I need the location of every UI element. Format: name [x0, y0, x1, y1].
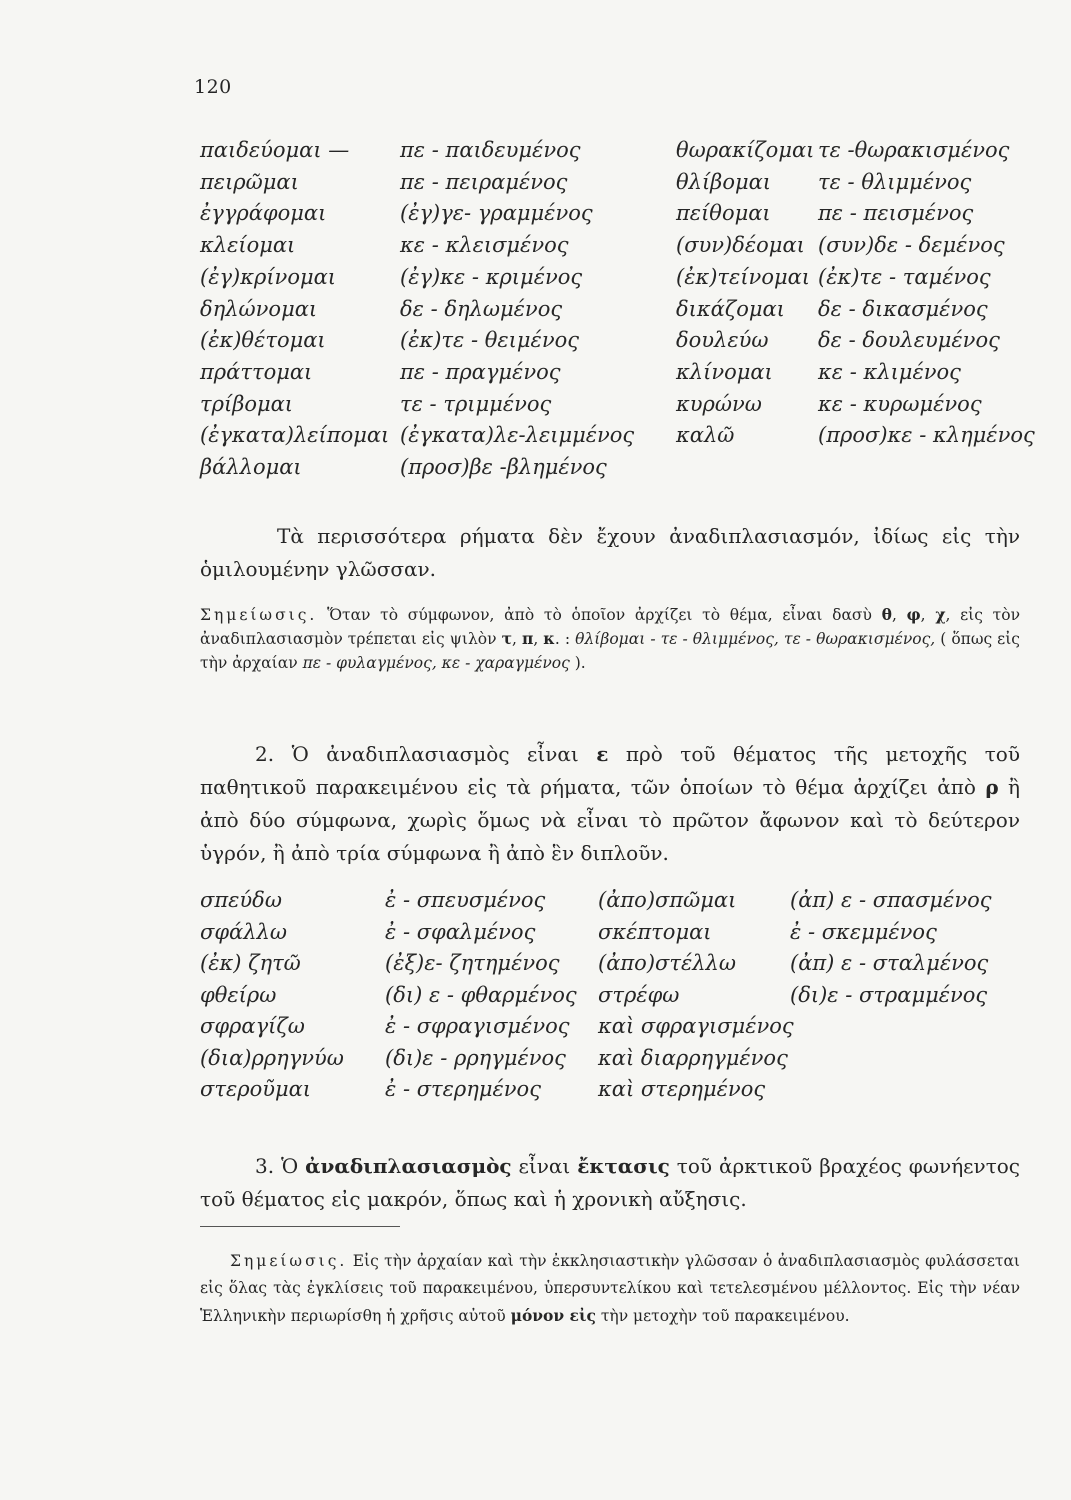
paragraph-2-text-a: Ὁ ἀναδιπλασιασμὸς εἶναι	[291, 742, 579, 766]
paragraph-2-number: 2.	[255, 742, 275, 766]
table-cell: σπεύδω	[200, 888, 282, 912]
table-cell: κυρώνω	[676, 391, 762, 416]
footnote-text-b: τὴν μετοχὴν τοῦ παρακειμένου.	[600, 1307, 850, 1325]
table-cell: καὶ διαρρηγμένος	[598, 1045, 788, 1070]
table-cell: (ἐξ)ε- ζητημένος	[385, 951, 560, 975]
footnote-label: Σημείωσις.	[230, 1252, 348, 1270]
note-1: Σημείωσις. Ὅταν τὸ σύμφωνον, ἀπὸ τὸ ὁποῖον ἀρχίζει τὸ θέμα, εἶναι δασὺ θ, φ, χ, εἰς τὸν ἀναδιπλασιασμὸν τρέπεται εἰς ψιλὸν τ, π, κ. : θλίβομαι - τε - θλιμμένος, τε - θωρακισμένος, ( ὅπως εἰς τὴν ἀρχαίαν πε - φυλαγμένος, κε - χαραγμένος ).	[200, 605, 1020, 672]
table-cell: πε - πραγμένος	[400, 359, 561, 384]
table-cell: (ἀπο)στέλλω	[598, 951, 736, 975]
table-cell: (συν)δέομαι	[676, 233, 805, 258]
paragraph-1-text: Τὰ περισσότερα ρήματα δὲν ἔχουν ἀναδιπλασιασμόν, ἰδίως εἰς τὴν ὁμιλουμένην γλῶσσαν.	[200, 524, 1020, 581]
note-1-text-c: ( ὅπως εἰς τὴν ἀρχαίαν	[200, 630, 1020, 672]
footnote	[200, 1248, 1020, 1330]
table-cell: τε - θλιμμένος	[818, 169, 972, 194]
table-cell: δηλώνομαι	[200, 296, 318, 321]
table-cell: δε - δηλωμένος	[400, 296, 563, 321]
table-cell: (ἐγ)κρίνομαι	[200, 264, 337, 289]
table-cell: πειρῶμαι	[200, 169, 299, 194]
paragraph-1	[200, 520, 1020, 586]
note-1-tau: τ	[501, 629, 512, 648]
table-cell: καλῶ	[676, 423, 735, 448]
table-cell: καὶ στερημένος	[598, 1077, 766, 1101]
table-cell: ἐ - σκεμμένος	[790, 919, 937, 944]
paragraph-3-term-2: ἔκτασις	[577, 1154, 670, 1178]
table-cell: τε -θωρακισμένος	[818, 138, 1010, 162]
note-1-text-d: ).	[574, 654, 586, 672]
note-1-example-3: πε - φυλαγμένος, κε - χαραγμένος	[302, 654, 570, 672]
table-cell: (δια)ρρηγνύω	[200, 1045, 344, 1070]
paragraph-3	[200, 1150, 1020, 1216]
note-1-chi: χ	[935, 605, 946, 624]
table-cell: (ἀπ) ε - σταλμένος	[790, 951, 989, 975]
table-cell: (ἐκ)τε - ταμένος	[818, 264, 991, 289]
table-cell: ἐγγράφομαι	[200, 201, 327, 226]
footnote-divider	[200, 1226, 400, 1227]
table-cell: (ἐγ)γε- γραμμένος	[400, 201, 593, 226]
table-cell: θλίβομαι	[676, 169, 772, 194]
table-cell: πράττομαι	[200, 359, 313, 384]
note-1-example-2: τε - θωρακισμένος,	[783, 630, 936, 648]
table-cell: δικάζομαι	[676, 296, 785, 321]
note-1-example-1: θλίβομαι - τε - θλιμμένος,	[575, 630, 779, 648]
table-cell: παιδεύομαι —	[200, 138, 350, 162]
table-cell: (δι)ε - ρρηγμένος	[385, 1045, 566, 1070]
table-cell: στεροῦμαι	[200, 1077, 312, 1101]
table-cell: (ἐγκατα)λείπομαι	[200, 423, 390, 448]
table-cell: (ἐκ)θέτομαι	[200, 328, 326, 353]
table-cell: πε - πειραμένος	[400, 169, 568, 194]
table-cell: (ἀπ) ε - σπασμένος	[790, 888, 992, 912]
table-cell: τρίβομαι	[200, 391, 294, 416]
table-cell: δε - δικασμένος	[818, 296, 988, 321]
table-cell: (δι)ε - στραμμένος	[790, 982, 988, 1007]
note-1-text-a: Ὅταν τὸ σύμφωνον, ἀπὸ τὸ ὁποῖον ἀρχίζει τὸ θέμα, εἶναι δασὺ	[327, 606, 872, 624]
table-cell: ἐ - σπευσμένος	[385, 888, 546, 912]
table-cell: (ἐγκατα)λε-λειμμένος	[400, 423, 635, 448]
table-cell: (ἐκ) ζητῶ	[200, 951, 301, 975]
table-cell: κλείομαι	[200, 233, 296, 258]
table-cell: στρέφω	[598, 982, 680, 1007]
paragraph-3-term: ἀναδιπλασιασμὸς	[305, 1154, 512, 1178]
paragraph-2-letter-e: ε	[596, 742, 609, 766]
paragraph-2-text-c: ἢ ἀπὸ δύο σύμφωνα, χωρὶς ὅμως νὰ εἶναι τὸ πρῶτον ἄφωνον καὶ τὸ δεύτερον ὑγρόν, ἢ ἀπὸ τρία σύμφωνα ἢ ἀπὸ ἓν διπλοῦν.	[200, 775, 1021, 865]
paragraph-2-letter-rho: ρ	[985, 775, 999, 799]
table-cell: κε - κυρωμένος	[818, 391, 982, 416]
note-1-theta: θ	[881, 605, 892, 624]
table-cell: θωρακίζομαι	[676, 138, 815, 162]
paragraph-3-text-a: Ὁ	[281, 1154, 299, 1178]
footnote-emph: μόνον εἰς	[510, 1306, 596, 1325]
table-cell: φθείρω	[200, 982, 277, 1007]
table-cell: ἐ - σφραγισμένος	[385, 1014, 570, 1038]
paragraph-2-text-b: πρὸ τοῦ θέματος τῆς μετοχῆς τοῦ παθητικοῦ παρακειμένου εἰς τὰ ρήματα, τῶν ὁποίων τὸ θέμα ἀρχίζει ἀπὸ	[200, 742, 1020, 799]
table-cell: δουλεύω	[676, 328, 769, 353]
table-cell: καὶ σφραγισμένος	[598, 1014, 794, 1038]
paragraph-3-text-b: εἶναι	[518, 1154, 571, 1178]
table-cell: κε - κλεισμένος	[400, 233, 569, 258]
table-cell: σκέπτομαι	[598, 919, 712, 944]
table-cell: (προσ)βε -βλημένος	[400, 455, 607, 479]
table-cell: τε - τριμμένος	[400, 391, 552, 416]
table-cell: (ἀπο)σπῶμαι	[598, 888, 737, 912]
table-cell: πείθομαι	[676, 201, 771, 226]
table-cell: δε - δουλευμένος	[818, 328, 1000, 353]
paragraph-3-number: 3.	[255, 1154, 275, 1178]
note-1-phi: φ	[906, 605, 921, 624]
table-cell: (δι) ε - φθαρμένος	[385, 982, 577, 1007]
table-cell: κε - κλιμένος	[818, 359, 961, 384]
paragraph-3-text-c: τοῦ ἀρκτικοῦ βραχέος φωνήεντος τοῦ θέματος εἰς μακρόν, ὅπως καὶ ἡ χρονικὴ αὔξησις.	[200, 1154, 1021, 1211]
table-cell: κλίνομαι	[676, 359, 773, 384]
table-cell: ἐ - στερημένος	[385, 1077, 541, 1101]
table-cell: σφάλλω	[200, 919, 287, 944]
table-cell: βάλλομαι	[200, 455, 302, 479]
note-1-pi: π	[521, 629, 534, 648]
table-cell: (ἐγ)κε - κριμένος	[400, 264, 583, 289]
table-cell: (ἐκ)τείνομαι	[676, 264, 811, 289]
footnote-text-a: Εἰς τὴν ἀρχαίαν καὶ τὴν ἐκκλησιαστικὴν γλῶσσαν ὁ ἀναδιπλασιασμὸς φυλάσσεται εἰς ὅλας τὰς ἐγκλίσεις τοῦ παρακειμένου, ὑπερσυντελίκου καὶ τετελεσμένου μέλλοντος. Εἰς τὴν νέαν Ἑλληνικὴν περιωρίσθη ἡ χρῆσις αὐτοῦ	[200, 1252, 1020, 1325]
table-cell: πε - πεισμένος	[818, 201, 974, 226]
table-cell: σφραγίζω	[200, 1014, 305, 1038]
table-cell: (ἐκ)τε - θειμένος	[400, 328, 579, 353]
table-cell: πε - παιδευμένος	[400, 138, 581, 162]
paragraph-2	[200, 738, 1020, 870]
table-cell: ἐ - σφαλμένος	[385, 919, 536, 944]
table-cell: (προσ)κε - κλημένος	[818, 423, 1035, 448]
page-number: 120	[194, 76, 232, 98]
note-1-text-b: εἰς τὸν ἀναδιπλασιασμὸν τρέπεται εἰς ψιλὸν	[200, 606, 1020, 648]
note-1-label: Σημείωσις.	[200, 606, 318, 624]
note-1-kappa: κ	[543, 629, 555, 648]
table-cell: (συν)δε - δεμένος	[818, 233, 1005, 258]
